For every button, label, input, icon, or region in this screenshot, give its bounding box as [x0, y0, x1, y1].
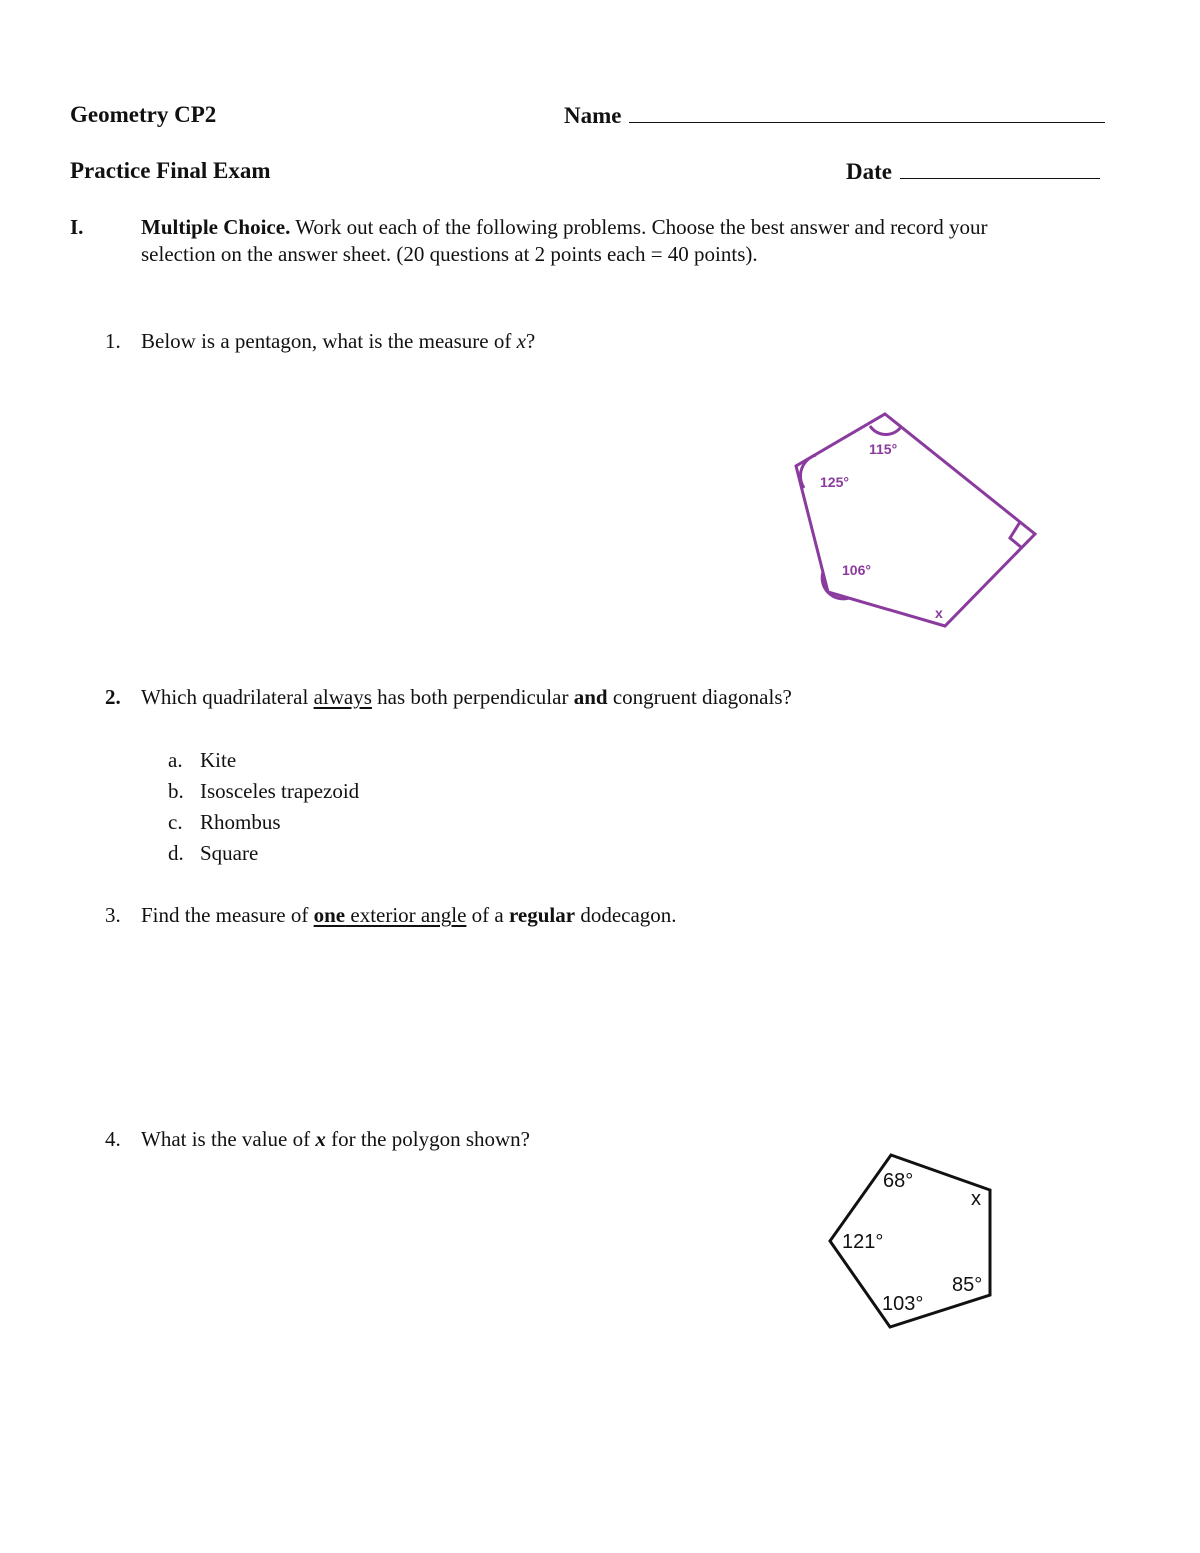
option-letter: c. [168, 810, 183, 834]
option-letter: a. [168, 748, 183, 772]
question-4-pentagon-figure [820, 1145, 1010, 1340]
q2-text-part: Which quadrilateral [141, 685, 314, 709]
question-1-text [141, 329, 535, 354]
question-4-text [141, 1127, 530, 1152]
q4-text-part: What is the value of [141, 1127, 316, 1151]
option-a[interactable] [168, 748, 236, 773]
option-text: Isosceles trapezoid [200, 779, 360, 803]
question-1-pentagon-figure [780, 400, 1050, 640]
name-field[interactable] [564, 102, 1105, 129]
exam-title: Practice Final Exam [70, 158, 271, 183]
q4-variable: x [315, 1127, 326, 1151]
angle-label-106: 106° [842, 562, 871, 578]
name-blank[interactable] [629, 102, 1105, 123]
angle-label-x: x [971, 1188, 981, 1210]
angle-label-121: 121° [842, 1231, 884, 1253]
angle-label-125: 125° [820, 474, 849, 490]
q4-text-part: for the polygon shown? [325, 1127, 530, 1151]
date-field[interactable] [846, 158, 1100, 185]
angle-arc-125 [800, 455, 816, 488]
q2-underlined: always [313, 685, 372, 709]
option-letter: d. [168, 841, 184, 865]
angle-label-x: x [935, 605, 943, 621]
option-d[interactable] [168, 841, 258, 866]
question-3-text [141, 903, 677, 928]
section-instructions-line1 [141, 215, 988, 240]
option-text: Kite [200, 748, 237, 772]
course-title: Geometry CP2 [70, 102, 217, 127]
question-2-text [141, 685, 792, 710]
question-2-number: 2. [105, 685, 121, 709]
q2-text-part: has both perpendicular [371, 685, 574, 709]
section-instructions-line2: selection on the answer sheet. (20 questions at 2 points each = 40 points). [141, 242, 758, 266]
option-letter: b. [168, 779, 184, 803]
angle-label-115: 115° [869, 441, 898, 457]
section-numeral: I. [70, 215, 84, 239]
q3-text-part: of a [466, 903, 509, 927]
q3-text-part: dodecagon. [575, 903, 677, 927]
section-title: Multiple Choice. [141, 215, 291, 239]
option-b[interactable] [168, 779, 359, 804]
option-text: Rhombus [200, 810, 281, 834]
question-3-number: 3. [105, 903, 121, 927]
question-4-number: 4. [105, 1127, 121, 1151]
right-angle-marker [1010, 522, 1022, 548]
question-1-number: 1. [105, 329, 121, 353]
date-label: Date [846, 159, 892, 184]
q2-text-part: congruent diagonals? [607, 685, 792, 709]
q3-bold: regular [508, 903, 576, 927]
angle-label-85: 85° [952, 1274, 983, 1296]
q1-variable: x [516, 329, 526, 353]
q1-text-part: Below is a pentagon, what is the measure of [141, 329, 517, 353]
q1-text-end: ? [525, 329, 536, 353]
angle-arc-115 [870, 426, 901, 435]
angle-label-68: 68° [883, 1170, 914, 1192]
name-label: Name [564, 103, 622, 128]
angle-label-103: 103° [882, 1293, 924, 1315]
q3-underlined: exterior angle [345, 903, 467, 927]
q2-bold: and [573, 685, 608, 709]
instructions-text-1: Work out each of the following problems. Choose the best answer and record your [295, 215, 988, 239]
date-blank[interactable] [900, 158, 1100, 179]
option-c[interactable] [168, 810, 281, 835]
option-text: Square [200, 841, 259, 865]
q3-bold-underlined: one [313, 903, 346, 927]
q3-text-part: Find the measure of [141, 903, 314, 927]
